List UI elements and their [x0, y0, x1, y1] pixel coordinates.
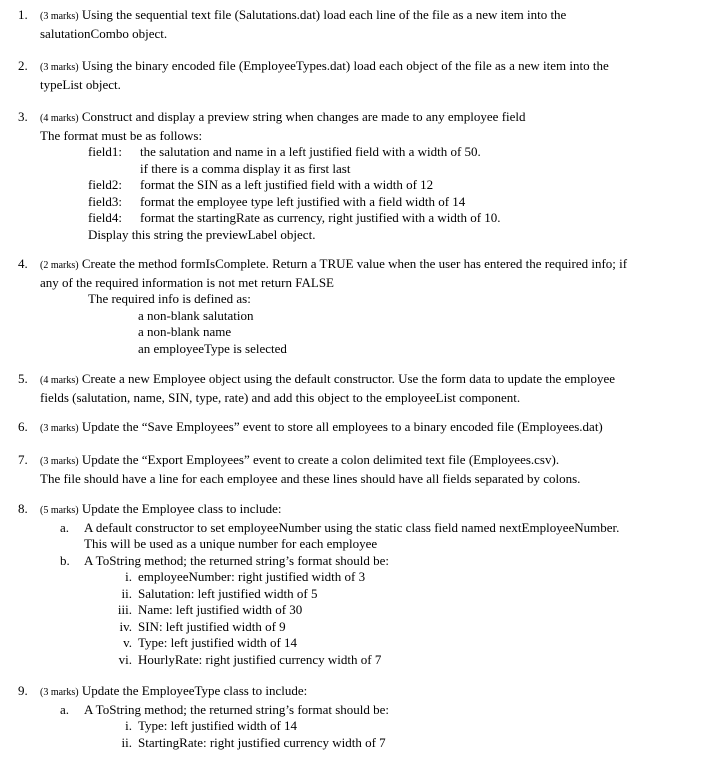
question-text: Update the Employee class to include:	[81, 501, 282, 516]
sub-item: b. A ToString method; the returned string’s format should be:	[60, 552, 390, 568]
question-number: 4.	[18, 256, 28, 271]
marks-label: (4 marks)	[40, 375, 79, 386]
question-text: Update the “Export Employees” event to create a colon delimited text file (Employees.csv).	[81, 452, 560, 467]
marks-label: (3 marks)	[40, 62, 79, 73]
question-text: Using the binary encoded file (EmployeeTypes.dat) load each object of the file as a new item into the	[81, 58, 609, 73]
roman-item: i. employeeNumber: right justified width of 3	[125, 569, 366, 584]
question-number: 1.	[18, 7, 28, 22]
question-text: Create the method formIsComplete. Return a TRUE value when the user has entered the required info; if	[81, 256, 628, 271]
question-text: fields (salutation, name, SIN, type, rate) and add this object to the employeeList component.	[40, 389, 521, 405]
roman-item: v. Type: left justified width of 14	[123, 635, 298, 650]
marks-label: (4 marks)	[40, 113, 79, 124]
required-item: a non-blank name	[138, 324, 232, 339]
roman-item: ii. StartingRate: right justified currency width of 7	[121, 734, 386, 750]
field-row: field4: format the startingRate as currency, right justified with a width of 10.	[88, 210, 501, 225]
question-text: Update the “Save Employees” event to store all employees to a binary encoded file (Employees.dat)	[81, 419, 603, 434]
marks-label: (5 marks)	[40, 505, 79, 516]
question-text: Using the sequential text file (Salutations.dat) load each line of the file as a new item into the	[81, 7, 567, 22]
marks-label: (3 marks)	[40, 11, 79, 22]
sub-item: a. A ToString method; the returned string’s format should be:	[60, 701, 390, 717]
field-row: field3: format the employee type left justified with a field width of 14	[88, 193, 466, 209]
field-row: if there is a comma display it as first last	[140, 160, 351, 176]
field-row: field2: format the SIN as a left justified field with a width of 12	[88, 177, 434, 192]
sub-item-continuation: This will be used as a unique number for each employee	[84, 536, 378, 551]
marks-label: (3 marks)	[40, 423, 79, 434]
question-number: 6.	[18, 419, 28, 434]
roman-item: iv. SIN: left justified width of 9	[119, 618, 286, 634]
question-text: Create a new Employee object using the default constructor. Use the form data to update the employee	[81, 371, 616, 386]
question-number: 7.	[18, 452, 28, 467]
question-text: typeList object.	[40, 76, 121, 92]
question-text: Construct and display a preview string when changes are made to any employee field	[81, 109, 526, 124]
marks-label: (3 marks)	[40, 456, 79, 467]
question-text: The file should have a line for each employee and these lines should have all fields separated by colons.	[40, 470, 581, 486]
question-number: 8.	[18, 501, 28, 516]
question-text: any of the required information is not met return FALSE	[40, 274, 334, 290]
question-text: The format must be as follows:	[40, 127, 203, 143]
question-number: 9.	[18, 683, 28, 698]
roman-item: vi. HourlyRate: right justified currency width of 7	[118, 651, 382, 667]
required-intro: The required info is defined as:	[88, 291, 251, 306]
roman-item: iii. Name: left justified width of 30	[117, 602, 303, 617]
question-text: salutationCombo object.	[40, 25, 168, 41]
marks-label: (3 marks)	[40, 687, 79, 698]
marks-label: (2 marks)	[40, 260, 79, 271]
required-item: a non-blank salutation	[138, 307, 254, 323]
sub-item: a. A default constructor to set employeeNumber using the static class field named nextEmployeeNumber.	[60, 519, 620, 535]
question-number: 3.	[18, 109, 28, 124]
question-number: 5.	[18, 371, 28, 386]
roman-item: ii. Salutation: left justified width of 5	[121, 585, 318, 601]
field-row: field1: the salutation and name in a left justified field with a width of 50.	[88, 144, 481, 159]
question-footer: Display this string the previewLabel object.	[88, 226, 316, 242]
roman-item: i. Type: left justified width of 14	[125, 718, 298, 733]
question-number: 2.	[18, 58, 28, 73]
required-item: an employeeType is selected	[138, 340, 287, 356]
question-text: Update the EmployeeType class to include:	[81, 683, 308, 698]
